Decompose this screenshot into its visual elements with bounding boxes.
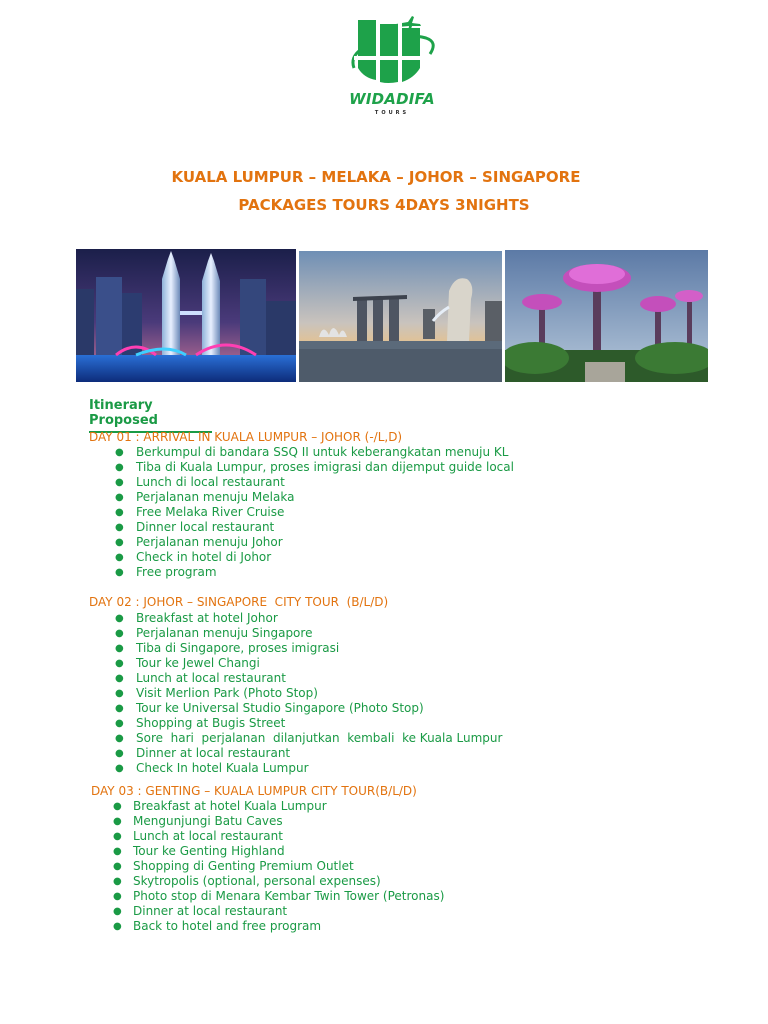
bullet-icon: ●: [115, 462, 124, 473]
day-section: [89, 595, 502, 776]
photo-petronas-towers: [76, 249, 296, 382]
day-activity-list: [89, 445, 514, 580]
list-item: ● Dinner at local restaurant: [115, 746, 291, 760]
list-item: ● Perjalanan menuju Melaka: [115, 490, 295, 504]
bullet-icon: ●: [115, 643, 124, 654]
day-activity-list: [89, 611, 502, 776]
bullet-icon: ●: [113, 906, 122, 917]
logo-emblem-icon: [346, 14, 440, 94]
list-item: ● Check In hotel Kuala Lumpur: [115, 761, 309, 775]
bullet-icon: ●: [115, 477, 124, 488]
day-title: DAY 03 : GENTING – KUALA LUMPUR CITY TOUR(B/L/D): [91, 784, 417, 798]
bullet-icon: ●: [115, 673, 124, 684]
list-item: ● Skytropolis (optional, personal expenses): [113, 874, 381, 888]
list-item: ● Mengunjungi Batu Caves: [113, 814, 283, 828]
day-activity-list: [91, 799, 444, 934]
list-item: ● Perjalanan menuju Singapore: [115, 626, 313, 640]
list-item: ● Free program: [115, 565, 217, 579]
bullet-icon: ●: [115, 733, 124, 744]
list-item: ● Lunch at local restaurant: [115, 671, 286, 685]
bullet-icon: ●: [115, 507, 124, 518]
list-item: ● Free Melaka River Cruise: [115, 505, 285, 519]
list-item: ● Breakfast at hotel Kuala Lumpur: [113, 799, 327, 813]
bullet-icon: ●: [115, 658, 124, 669]
bullet-icon: ●: [115, 447, 124, 458]
bullet-icon: ●: [115, 613, 124, 624]
brand-name: WIDADIFA: [349, 90, 435, 108]
photo-gardens-by-the-bay: [505, 250, 708, 382]
list-item: ● Dinner at local restaurant: [113, 904, 288, 918]
list-item: ● Back to hotel and free program: [113, 919, 322, 933]
brand-tagline: TOURS: [374, 110, 410, 116]
bullet-icon: ●: [113, 831, 122, 842]
photo-merlion-marina-bay: [299, 251, 502, 382]
list-item: ● Check in hotel di Johor: [115, 550, 272, 564]
bullet-icon: ●: [113, 861, 122, 872]
bullet-icon: ●: [115, 552, 124, 563]
list-item: ● Breakfast at hotel Johor: [115, 611, 278, 625]
day-title: DAY 02 : JOHOR – SINGAPORE CITY TOUR (B/L/D): [89, 595, 389, 609]
page-title: KUALA LUMPUR – MELAKA – JOHOR – SINGAPORE: [171, 168, 581, 186]
bullet-icon: ●: [115, 522, 124, 533]
bullet-icon: ●: [115, 628, 124, 639]
list-item: ● Tiba di Singapore, proses imigrasi: [115, 641, 340, 655]
bullet-icon: ●: [113, 921, 122, 932]
bullet-icon: ●: [115, 748, 124, 759]
list-item: ● Tiba di Kuala Lumpur, proses imigrasi dan dijemput guide local: [115, 460, 514, 474]
list-item: ● Perjalanan menuju Johor: [115, 535, 283, 549]
day-section: [91, 784, 444, 934]
list-item: ● Photo stop di Menara Kembar Twin Tower (Petronas): [113, 889, 445, 903]
bullet-icon: ●: [115, 703, 124, 714]
list-item: ● Sore hari perjalanan dilanjutkan kembali ke Kuala Lumpur: [115, 731, 503, 745]
itinerary-heading: Itinerary Proposed: [89, 398, 212, 433]
bullet-icon: ●: [115, 763, 124, 774]
bullet-icon: ●: [115, 537, 124, 548]
list-item: ● Shopping di Genting Premium Outlet: [113, 859, 354, 873]
list-item: ● Tour ke Genting Highland: [113, 844, 285, 858]
bullet-icon: ●: [115, 688, 124, 699]
list-item: ● Tour ke Universal Studio Singapore (Photo Stop): [115, 701, 424, 715]
list-item: ● Lunch di local restaurant: [115, 475, 285, 489]
page-subtitle: PACKAGES TOURS 4DAYS 3NIGHTS: [238, 196, 530, 214]
bullet-icon: ●: [115, 492, 124, 503]
day-title: DAY 01 : ARRIVAL IN KUALA LUMPUR – JOHOR (-/L,D): [89, 430, 403, 444]
bullet-icon: ●: [113, 891, 122, 902]
bullet-icon: ●: [113, 816, 122, 827]
list-item: ● Berkumpul di bandara SSQ II untuk keberangkatan menuju KL: [115, 445, 509, 459]
bullet-icon: ●: [115, 567, 124, 578]
list-item: ● Shopping at Bugis Street: [115, 716, 286, 730]
day-section: [89, 430, 514, 580]
bullet-icon: ●: [113, 876, 122, 887]
bullet-icon: ●: [113, 801, 122, 812]
list-item: ● Dinner local restaurant: [115, 520, 275, 534]
list-item: ● Lunch at local restaurant: [113, 829, 283, 843]
list-item: ● Tour ke Jewel Changi: [115, 656, 260, 670]
list-item: ● Visit Merlion Park (Photo Stop): [115, 686, 318, 700]
bullet-icon: ●: [115, 718, 124, 729]
bullet-icon: ●: [113, 846, 122, 857]
